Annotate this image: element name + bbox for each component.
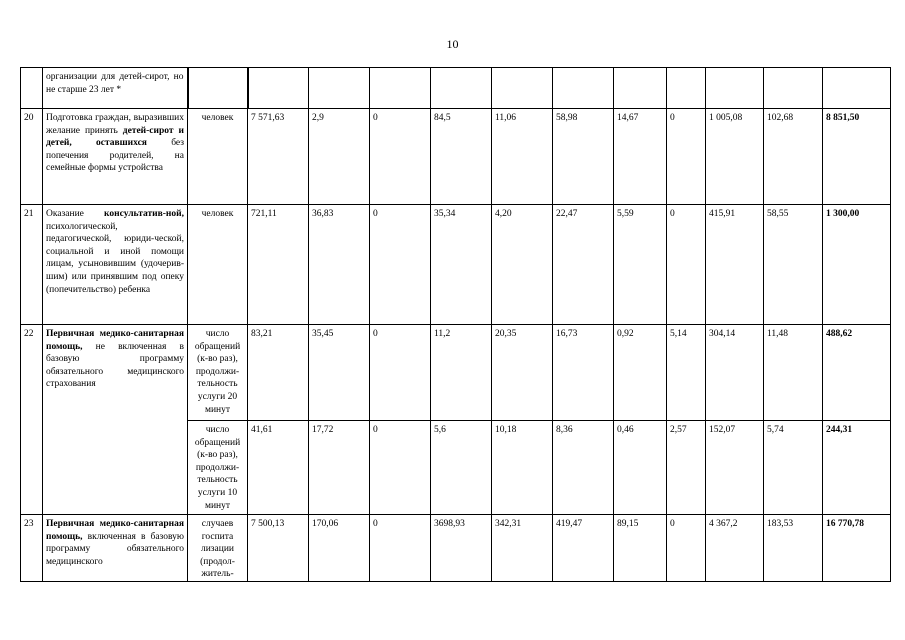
total-cell: 16 770,78 xyxy=(823,515,891,582)
value-cell: 0 xyxy=(370,515,431,582)
total-cell: 8 851,50 xyxy=(823,109,891,205)
value-cell xyxy=(431,68,492,109)
value-cell xyxy=(248,68,309,109)
value-cell: 0 xyxy=(370,325,431,421)
value-cell: 10,18 xyxy=(492,421,553,515)
tariff-table xyxy=(20,67,891,582)
value-cell: 170,06 xyxy=(309,515,370,582)
value-cell xyxy=(667,68,706,109)
value-cell xyxy=(370,68,431,109)
value-cell: 0 xyxy=(370,109,431,205)
value-cell: 58,98 xyxy=(553,109,614,205)
value-cell: 58,55 xyxy=(764,205,823,325)
total-cell: 488,62 xyxy=(823,325,891,421)
value-cell: 0 xyxy=(667,109,706,205)
value-cell xyxy=(706,68,764,109)
value-cell: 7 571,63 xyxy=(248,109,309,205)
value-cell: 5,6 xyxy=(431,421,492,515)
value-cell: 20,35 xyxy=(492,325,553,421)
value-cell: 0 xyxy=(370,205,431,325)
service-name-part: Подготовка граждан, выразивших желание принять xyxy=(46,113,184,136)
value-cell: 14,67 xyxy=(614,109,667,205)
value-cell: 5,59 xyxy=(614,205,667,325)
value-cell: 5,14 xyxy=(667,325,706,421)
table-row xyxy=(21,205,891,325)
service-name-part: психологической, педагогической, юриди-ческой, социальной и иной помощи лицам, усыновившим (удочерив-шим) или принявшим под опеку (попечительство) ребенка xyxy=(46,221,184,295)
value-cell xyxy=(309,68,370,109)
service-name-part: включенная в базовую программу обязательного медицинского xyxy=(46,531,184,567)
value-cell: 17,72 xyxy=(309,421,370,515)
row-number-cell: 21 xyxy=(21,205,43,325)
row-number-cell: 22 xyxy=(21,325,43,515)
unit-cell: человек xyxy=(188,109,248,205)
value-cell: 11,2 xyxy=(431,325,492,421)
value-cell: 11,48 xyxy=(764,325,823,421)
value-cell: 89,15 xyxy=(614,515,667,582)
value-cell: 304,14 xyxy=(706,325,764,421)
value-cell xyxy=(614,68,667,109)
value-cell: 0 xyxy=(667,205,706,325)
service-name-part: консультатив-ной, xyxy=(104,209,184,219)
value-cell: 83,21 xyxy=(248,325,309,421)
value-cell: 11,06 xyxy=(492,109,553,205)
service-name-part: Первичная медико-санитарная помощь, xyxy=(46,329,184,352)
value-cell: 4 367,2 xyxy=(706,515,764,582)
total-cell: 244,31 xyxy=(823,421,891,515)
value-cell: 84,5 xyxy=(431,109,492,205)
value-cell: 0,46 xyxy=(614,421,667,515)
value-cell: 0,92 xyxy=(614,325,667,421)
table-row xyxy=(21,515,891,582)
value-cell: 5,74 xyxy=(764,421,823,515)
total-cell xyxy=(823,68,891,109)
value-cell: 721,11 xyxy=(248,205,309,325)
row-number-cell: 20 xyxy=(21,109,43,205)
value-cell: 3698,93 xyxy=(431,515,492,582)
value-cell: 415,91 xyxy=(706,205,764,325)
value-cell: 35,45 xyxy=(309,325,370,421)
value-cell: 0 xyxy=(370,421,431,515)
value-cell: 35,34 xyxy=(431,205,492,325)
service-name-cell xyxy=(43,325,188,515)
service-name-part: организации для детей-сирот, но не старше 23 лет * xyxy=(46,72,184,95)
table-row xyxy=(21,325,891,421)
service-name-part: Оказание xyxy=(46,209,105,219)
service-name-part: без попечения родителей, на семейные формы устройства xyxy=(46,138,184,174)
unit-cell: случаев госпита лизации (продол-житель- xyxy=(188,515,248,582)
page-number: 10 xyxy=(446,37,459,51)
value-cell: 0 xyxy=(667,515,706,582)
value-cell: 152,07 xyxy=(706,421,764,515)
value-cell: 342,31 xyxy=(492,515,553,582)
service-name-cell xyxy=(43,109,188,205)
service-name-cell xyxy=(43,515,188,582)
value-cell: 16,73 xyxy=(553,325,614,421)
value-cell: 102,68 xyxy=(764,109,823,205)
value-cell: 7 500,13 xyxy=(248,515,309,582)
service-name-part: не включенная в базовую программу обязательного медицинского страхования xyxy=(46,341,184,390)
total-cell: 1 300,00 xyxy=(823,205,891,325)
value-cell: 8,36 xyxy=(553,421,614,515)
unit-cell: человек xyxy=(188,205,248,325)
table-body xyxy=(21,68,891,582)
value-cell: 4,20 xyxy=(492,205,553,325)
service-name-part: Первичная медико-санитарная помощь, xyxy=(46,519,184,542)
value-cell: 183,53 xyxy=(764,515,823,582)
table-row xyxy=(21,68,891,109)
value-cell: 419,47 xyxy=(553,515,614,582)
row-number-cell: 23 xyxy=(21,515,43,582)
service-name-cell xyxy=(43,68,188,109)
value-cell: 1 005,08 xyxy=(706,109,764,205)
value-cell: 22,47 xyxy=(553,205,614,325)
value-cell: 2,9 xyxy=(309,109,370,205)
value-cell xyxy=(764,68,823,109)
unit-cell: число обращений (к-во раз), продолжи-тельность услуги 20 минут xyxy=(188,325,248,421)
value-cell: 41,61 xyxy=(248,421,309,515)
table-row xyxy=(21,109,891,205)
unit-cell xyxy=(188,68,248,109)
row-number-cell xyxy=(21,68,43,109)
value-cell xyxy=(492,68,553,109)
value-cell: 2,57 xyxy=(667,421,706,515)
value-cell xyxy=(553,68,614,109)
service-name-cell xyxy=(43,205,188,325)
value-cell: 36,83 xyxy=(309,205,370,325)
service-name-part: детей-сирот и детей, оставшихся xyxy=(46,125,184,149)
unit-cell: число обращений (к-во раз), продолжи-тельность услуги 10 минут xyxy=(188,421,248,515)
